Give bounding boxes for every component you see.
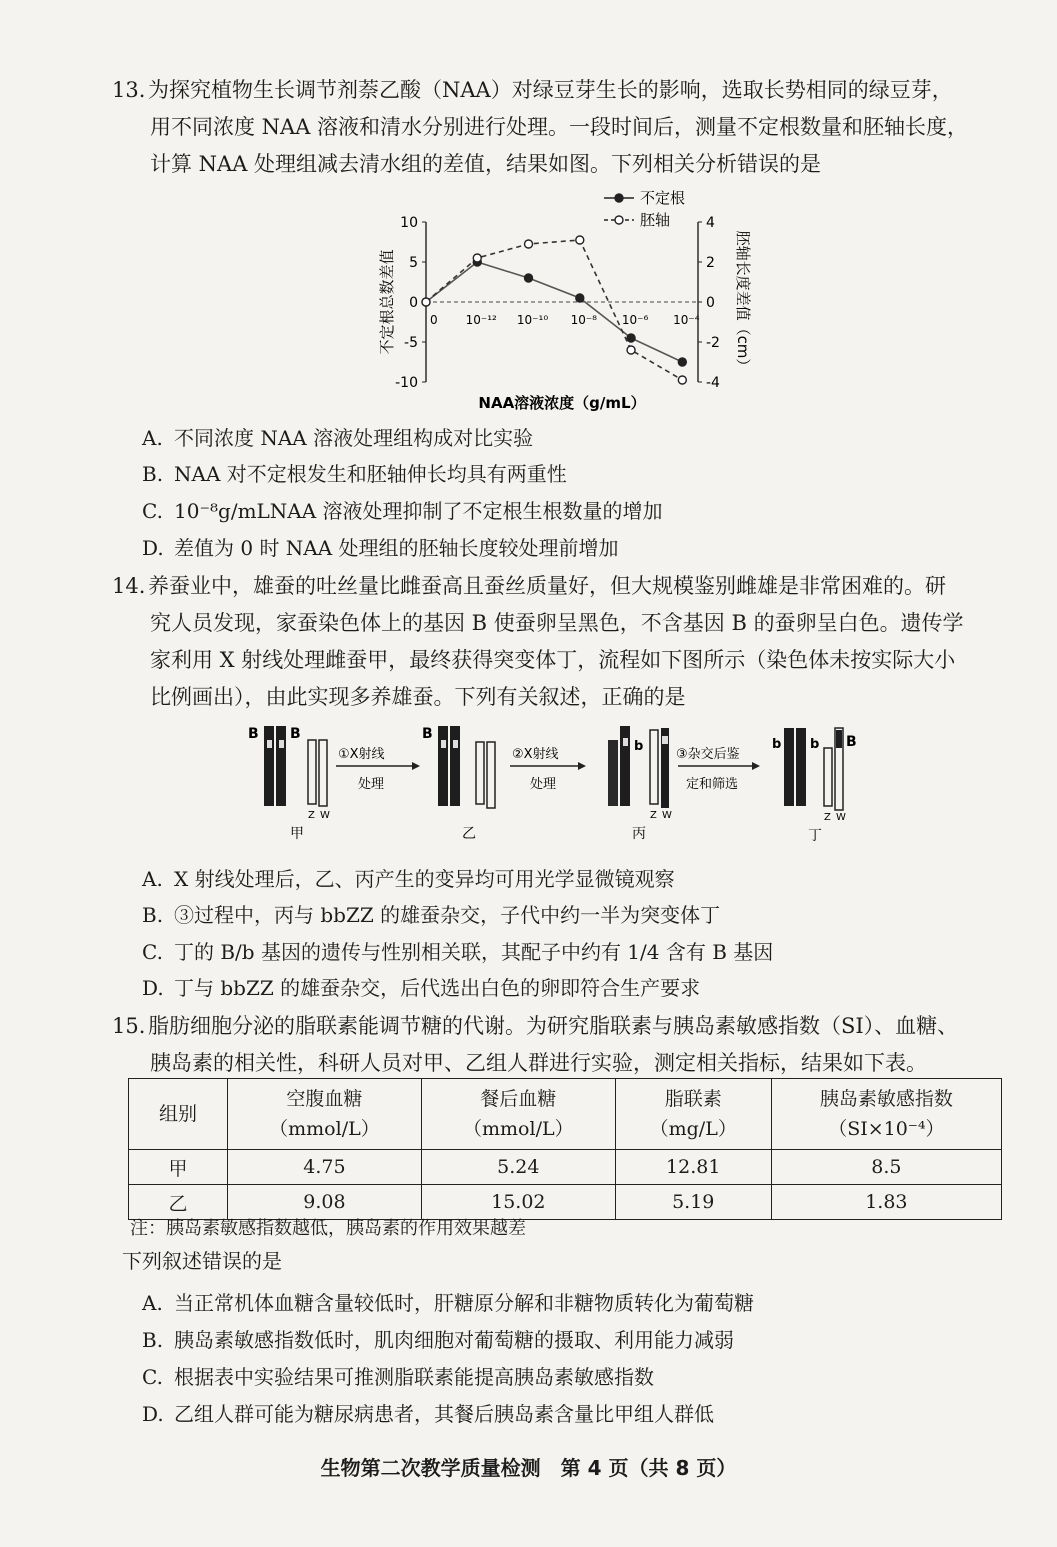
option-a[interactable]: A. 不同浓度 NAA 溶液处理组构成对比实验 <box>142 426 534 450</box>
gene-label-B: B <box>290 726 301 742</box>
option-d[interactable]: D. 乙组人群可能为糖尿病患者，其餐后胰岛素含量比甲组人群低 <box>142 1402 714 1426</box>
x-tick-label: 10⁻⁶ <box>621 313 649 327</box>
results-table <box>128 1078 1002 1220</box>
option-c[interactable]: C. 10⁻⁸g/mLNAA 溶液处理抑制了不定根生根数量的增加 <box>142 499 663 523</box>
data-point <box>422 298 430 306</box>
arrow-step-3 <box>676 746 760 792</box>
stage-label: 乙 <box>462 826 476 842</box>
stage-label: 丙 <box>632 826 646 842</box>
option-d[interactable]: D. 差值为 0 时 NAA 处理组的胚轴长度较处理前增加 <box>142 536 619 560</box>
legend-marker <box>615 194 623 202</box>
stage-jia <box>248 726 330 842</box>
table-note: 注：胰岛素敏感指数越低，胰岛素的作用效果越差 <box>130 1218 526 1239</box>
data-point <box>576 236 584 244</box>
option-a[interactable]: A. X 射线处理后，乙、丙产生的变异均可用光学显微镜观察 <box>142 867 675 891</box>
y2-tick-label: 0 <box>706 295 715 311</box>
x-tick-label: 10⁻⁴ <box>673 313 700 327</box>
option-b[interactable]: B. NAA 对不定根发生和胚轴伸长均具有两重性 <box>142 462 567 486</box>
y-tick-label: 5 <box>409 255 418 271</box>
question-stem-line: 家利用 X 射线处理雌蚕甲，最终获得突变体丁，流程如下图所示（染色体未按实际大小 <box>150 648 956 672</box>
y2-tick-label: -4 <box>706 375 720 391</box>
option-b[interactable]: B. ③过程中，丙与 bbZZ 的雄蚕杂交，子代中约一半为突变体丁 <box>142 903 721 927</box>
question-stem-line: 胰岛素的相关性，科研人员对甲、乙组人群进行实验，测定相关指标，结果如下表。 <box>150 1051 927 1075</box>
data-point <box>473 254 481 262</box>
table-cell: 乙 <box>129 1185 228 1220</box>
legend-label: 不定根 <box>640 189 686 207</box>
question-stem-line: 究人员发现，家蚕染色体上的基因 B 使蚕卵呈黑色，不含基因 B 的蚕卵呈白色。遗传学 <box>150 611 964 635</box>
x-axis-label: NAA溶液浓度（g/mL） <box>478 394 646 412</box>
legend-label: 胚轴 <box>640 211 671 229</box>
table-cell: 9.08 <box>228 1185 422 1220</box>
arrow-label-bottom: 处理 <box>530 777 557 792</box>
y2-axis-label: 胚轴长度差值（cm） <box>734 230 752 374</box>
arrow-label-top: ③杂交后鉴 <box>676 747 740 762</box>
chr-label-W: W <box>662 810 672 821</box>
data-point <box>525 274 533 282</box>
table-cell: 5.24 <box>421 1150 615 1185</box>
table-cell: 1.83 <box>771 1185 1001 1220</box>
data-point <box>627 346 635 354</box>
stage-ding <box>772 728 857 844</box>
table-cell: 4.75 <box>228 1150 422 1185</box>
chr-label-Z: Z <box>650 810 657 821</box>
gene-label-b: b <box>634 739 644 754</box>
series-line-hypocotyl <box>426 240 682 380</box>
data-point <box>678 376 686 384</box>
question-stem-line: 为探究植物生长调节剂萘乙酸（NAA）对绿豆芽生长的影响，选取长势相同的绿豆芽， <box>148 78 953 102</box>
x-tick-label: 10⁻¹⁰ <box>516 313 549 327</box>
table-header-cell: 组别 <box>129 1079 228 1150</box>
stage-yi <box>422 726 495 842</box>
table-header-row <box>129 1079 1002 1150</box>
arrow-label-top: ②X射线 <box>512 747 559 762</box>
arrow-step-2 <box>510 746 586 792</box>
stage-label: 丁 <box>808 828 822 844</box>
y-tick-label: -5 <box>404 335 418 351</box>
chr-label-W: W <box>320 810 330 821</box>
x-tick-label: 10⁻⁸ <box>570 313 598 327</box>
question-number: 14. <box>112 574 146 598</box>
stage-bing <box>608 726 672 842</box>
question-number: 13. <box>112 78 146 102</box>
y2-tick-label: 2 <box>706 255 715 271</box>
series-line-root <box>426 262 682 362</box>
naa-chart <box>368 189 752 412</box>
data-point <box>525 240 533 248</box>
question-15 <box>112 1008 1032 1082</box>
question-stem-line: 脂肪细胞分泌的脂联素能调节糖的代谢。为研究脂联素与胰岛素敏感指数（SI）、血糖、 <box>148 1014 959 1038</box>
page-footer: 生物第二次教学质量检测 第 4 页（共 8 页） <box>320 1456 737 1480</box>
legend-marker <box>615 216 623 224</box>
chr-label-W: W <box>836 812 846 823</box>
y-tick-label: 10 <box>400 215 418 231</box>
table-cell: 8.5 <box>771 1150 1001 1185</box>
stage-label: 甲 <box>290 826 304 842</box>
arrow-label-top: ①X射线 <box>338 747 385 762</box>
question-13 <box>112 72 1032 183</box>
arrow-label-bottom: 定和筛选 <box>686 777 739 792</box>
gene-label-b: b <box>772 737 782 752</box>
chr-label-Z: Z <box>824 812 831 823</box>
y-tick-label: -10 <box>395 375 418 391</box>
option-c[interactable]: C. 丁的 B/b 基因的遗传与性别相关联，其配子中约有 1/4 含有 B 基因 <box>142 940 774 964</box>
arrow-label-bottom: 处理 <box>358 777 385 792</box>
option-c[interactable]: C. 根据表中实验结果可推测脂联素能提高胰岛素敏感指数 <box>142 1365 654 1389</box>
question-stem-line: 用不同浓度 NAA 溶液和清水分别进行处理。一段时间后，测量不定根数量和胚轴长度， <box>150 115 969 139</box>
table-header-cell: 餐后血糖 （mmol/L） <box>421 1079 615 1150</box>
option-d[interactable]: D. 丁与 bbZZ 的雄蚕杂交，后代选出白色的卵即符合生产要求 <box>142 976 701 1000</box>
question-stem-line: 养蚕业中，雄蚕的吐丝量比雌蚕高且蚕丝质量好，但大规模鉴别雌雄是非常困难的。研 <box>148 574 946 598</box>
data-point <box>627 334 635 342</box>
gene-label-B: B <box>846 734 857 750</box>
y2-tick-label: 4 <box>706 215 715 231</box>
question-stem-line: 比例画出），由此实现多养雄蚕。下列有关叙述，正确的是 <box>150 685 686 709</box>
table-header-cell: 脂联素 （mg/L） <box>615 1079 771 1150</box>
question-stem-line: 计算 NAA 处理组减去清水组的差值，结果如图。下列相关分析错误的是 <box>150 152 822 176</box>
question-prompt: 下列叙述错误的是 <box>122 1249 282 1273</box>
gene-label-b: b <box>810 737 820 752</box>
table-header-cell: 空腹血糖 （mmol/L） <box>228 1079 422 1150</box>
gene-label-B: B <box>422 726 433 742</box>
y2-tick-label: -2 <box>706 335 720 351</box>
gene-label-B: B <box>248 726 259 742</box>
x-tick-label: 10⁻¹² <box>465 313 497 327</box>
data-point <box>678 358 686 366</box>
y-axis-label: 不定根总数差值 <box>378 249 396 355</box>
table-cell: 15.02 <box>421 1185 615 1220</box>
chromosome-diagram <box>240 718 880 848</box>
y-tick-label: 0 <box>409 295 418 311</box>
table-cell: 甲 <box>129 1150 228 1185</box>
option-a[interactable]: A. 当正常机体血糖含量较低时，肝糖原分解和非糖物质转化为葡萄糖 <box>142 1291 754 1315</box>
question-14 <box>112 568 1032 716</box>
table-cell: 12.81 <box>615 1150 771 1185</box>
table-cell: 5.19 <box>615 1185 771 1220</box>
table-header-cell: 胰岛素敏感指数 （SI×10⁻⁴） <box>771 1079 1001 1150</box>
table-row <box>129 1150 1002 1185</box>
x-tick-label: 0 <box>430 313 438 327</box>
data-point <box>576 294 584 302</box>
option-b[interactable]: B. 胰岛素敏感指数低时，肌肉细胞对葡萄糖的摄取、利用能力减弱 <box>142 1328 734 1352</box>
chr-label-Z: Z <box>308 810 315 821</box>
arrow-step-1 <box>336 746 420 792</box>
question-number: 15. <box>112 1014 146 1038</box>
